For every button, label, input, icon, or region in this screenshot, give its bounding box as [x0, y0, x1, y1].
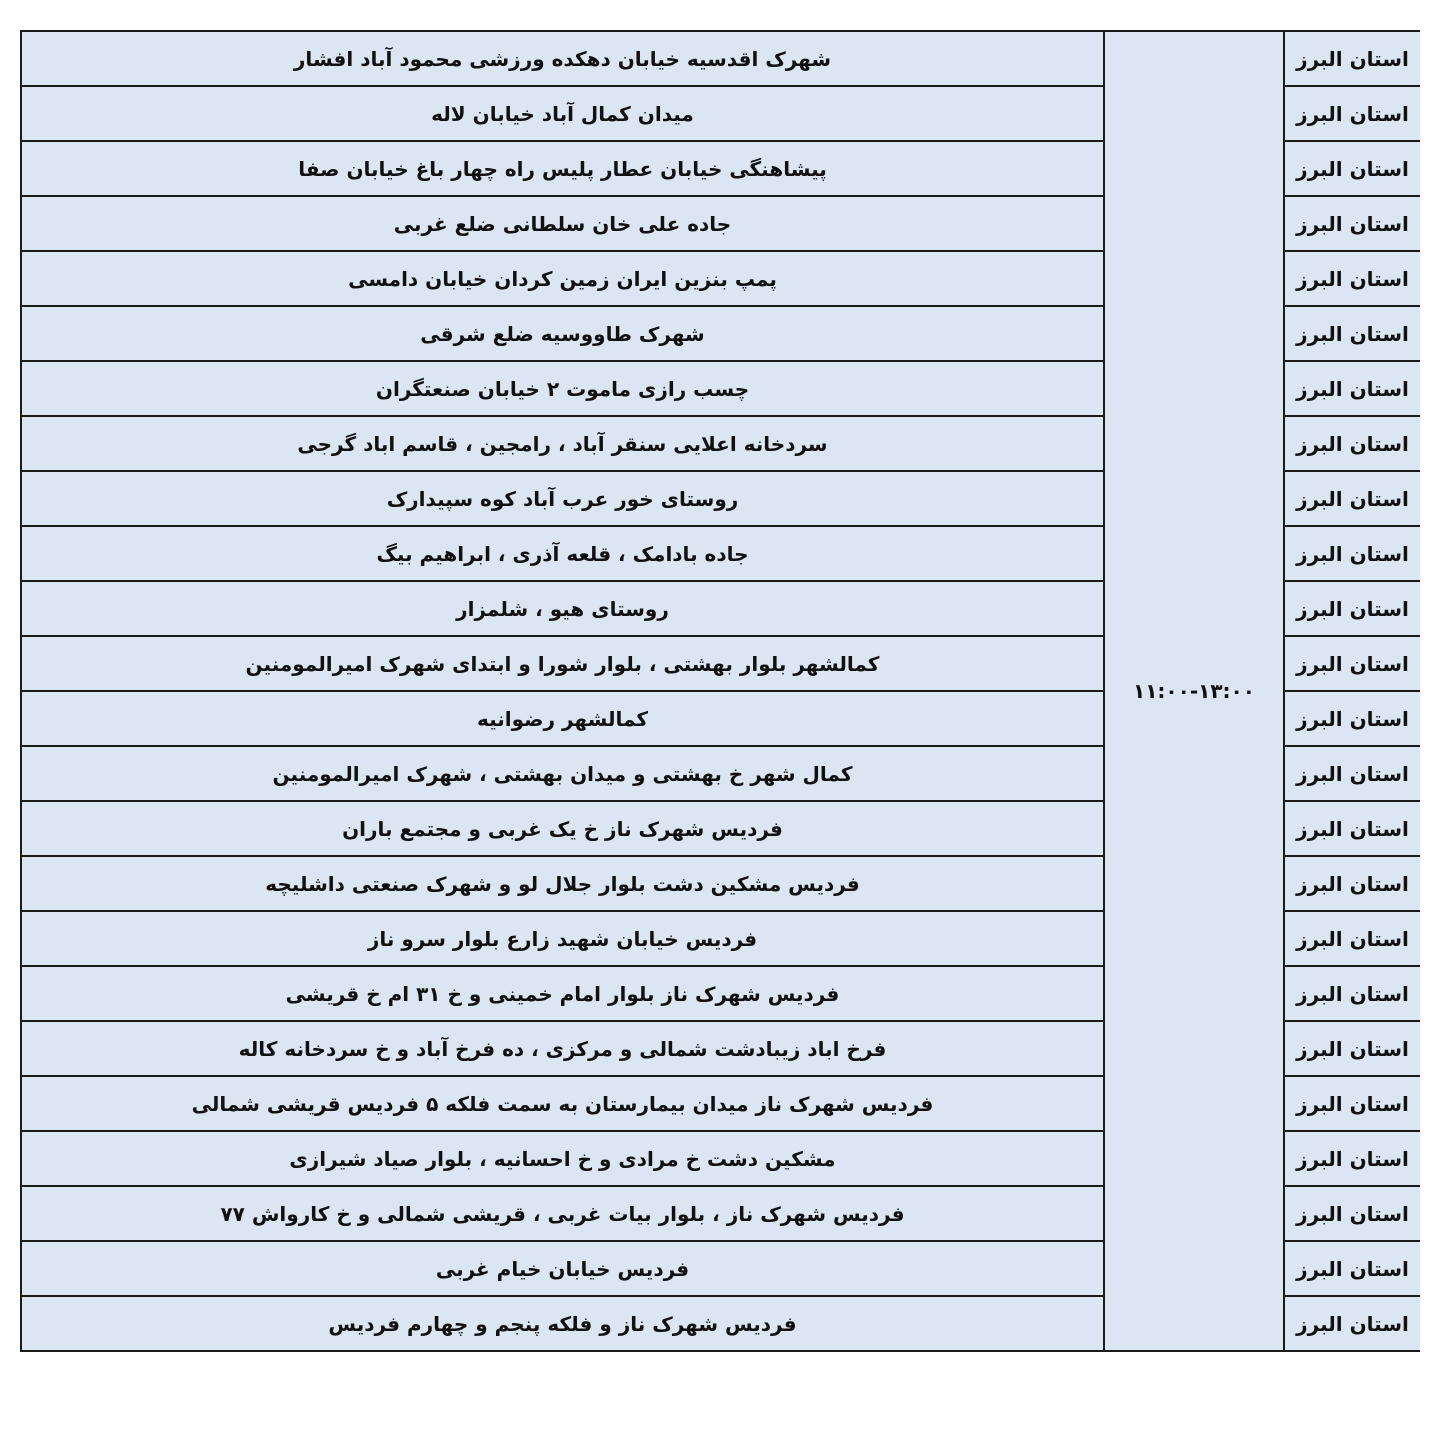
province-cell: استان البرز: [1284, 966, 1420, 1021]
province-cell: استان البرز: [1284, 251, 1420, 306]
area-cell: چسب رازی ماموت ۲ خیابان صنعتگران: [21, 361, 1104, 416]
area-cell: فردیس شهرک ناز ، بلوار بیات غربی ، قریشی شمالی و خ کارواش ۷۷: [21, 1186, 1104, 1241]
area-cell: میدان کمال آباد خیابان لاله: [21, 86, 1104, 141]
province-cell: استان البرز: [1284, 856, 1420, 911]
province-cell: استان البرز: [1284, 1076, 1420, 1131]
area-cell: جاده بادامک ، قلعه آذری ، ابراهیم بیگ: [21, 526, 1104, 581]
area-cell: پیشاهنگی خیابان عطار پلیس راه چهار باغ خیابان صفا: [21, 141, 1104, 196]
area-cell: کمال شهر خ بهشتی و میدان بهشتی ، شهرک امیرالمومنین: [21, 746, 1104, 801]
area-cell: مشکین دشت خ مرادی و خ احسانیه ، بلوار صیاد شیرازی: [21, 1131, 1104, 1186]
province-cell: استان البرز: [1284, 636, 1420, 691]
province-cell: استان البرز: [1284, 691, 1420, 746]
province-cell: استان البرز: [1284, 1186, 1420, 1241]
province-cell: استان البرز: [1284, 1241, 1420, 1296]
area-cell: روستای خور عرب آباد کوه سپیدارک: [21, 471, 1104, 526]
area-cell: فردیس خیابان شهید زارع بلوار سرو ناز: [21, 911, 1104, 966]
area-cell: فردیس شهرک ناز میدان بیمارستان به سمت فلکه ۵ فردیس قریشی شمالی: [21, 1076, 1104, 1131]
province-cell: استان البرز: [1284, 1021, 1420, 1076]
area-cell: جاده علی خان سلطانی ضلع غربی: [21, 196, 1104, 251]
area-cell: پمپ بنزین ایران زمین کردان خیابان دامسی: [21, 251, 1104, 306]
time-range-cell: ۱۱:۰۰-۱۳:۰۰: [1104, 31, 1284, 1351]
area-cell: کمالشهر رضوانیه: [21, 691, 1104, 746]
province-cell: استان البرز: [1284, 911, 1420, 966]
province-cell: استان البرز: [1284, 141, 1420, 196]
table-row: [21, 31, 1420, 86]
province-cell: استان البرز: [1284, 801, 1420, 856]
area-cell: فردیس خیابان خیام غربی: [21, 1241, 1104, 1296]
area-cell: روستای هیو ، شلمزار: [21, 581, 1104, 636]
province-cell: استان البرز: [1284, 471, 1420, 526]
area-cell: فرخ اباد زیبادشت شمالی و مرکزی ، ده فرخ آباد و خ سردخانه کاله: [21, 1021, 1104, 1076]
province-cell: استان البرز: [1284, 86, 1420, 141]
province-cell: استان البرز: [1284, 306, 1420, 361]
province-cell: استان البرز: [1284, 196, 1420, 251]
province-cell: استان البرز: [1284, 1296, 1420, 1351]
province-cell: استان البرز: [1284, 416, 1420, 471]
province-cell: استان البرز: [1284, 31, 1420, 86]
area-cell: فردیس شهرک ناز و فلکه پنجم و چهارم فردیس: [21, 1296, 1104, 1351]
area-cell: فردیس شهرک ناز خ یک غربی و مجتمع باران: [21, 801, 1104, 856]
province-cell: استان البرز: [1284, 526, 1420, 581]
area-cell: شهرک طاووسیه ضلع شرقی: [21, 306, 1104, 361]
outage-schedule-table: [20, 30, 1420, 1352]
area-cell: شهرک اقدسیه خیابان دهکده ورزشی محمود آباد افشار: [21, 31, 1104, 86]
area-cell: کمالشهر بلوار بهشتی ، بلوار شورا و ابتدای شهرک امیرالمومنین: [21, 636, 1104, 691]
province-cell: استان البرز: [1284, 361, 1420, 416]
province-cell: استان البرز: [1284, 581, 1420, 636]
area-cell: فردیس مشکین دشت بلوار جلال لو و شهرک صنعتی داشلیچه: [21, 856, 1104, 911]
area-cell: سردخانه اعلایی سنقر آباد ، رامجین ، قاسم اباد گرجی: [21, 416, 1104, 471]
area-cell: فردیس شهرک ناز بلوار امام خمینی و خ ۳۱ ام خ قریشی: [21, 966, 1104, 1021]
outage-schedule-sheet: [20, 30, 1420, 1432]
province-cell: استان البرز: [1284, 1131, 1420, 1186]
province-cell: استان البرز: [1284, 746, 1420, 801]
